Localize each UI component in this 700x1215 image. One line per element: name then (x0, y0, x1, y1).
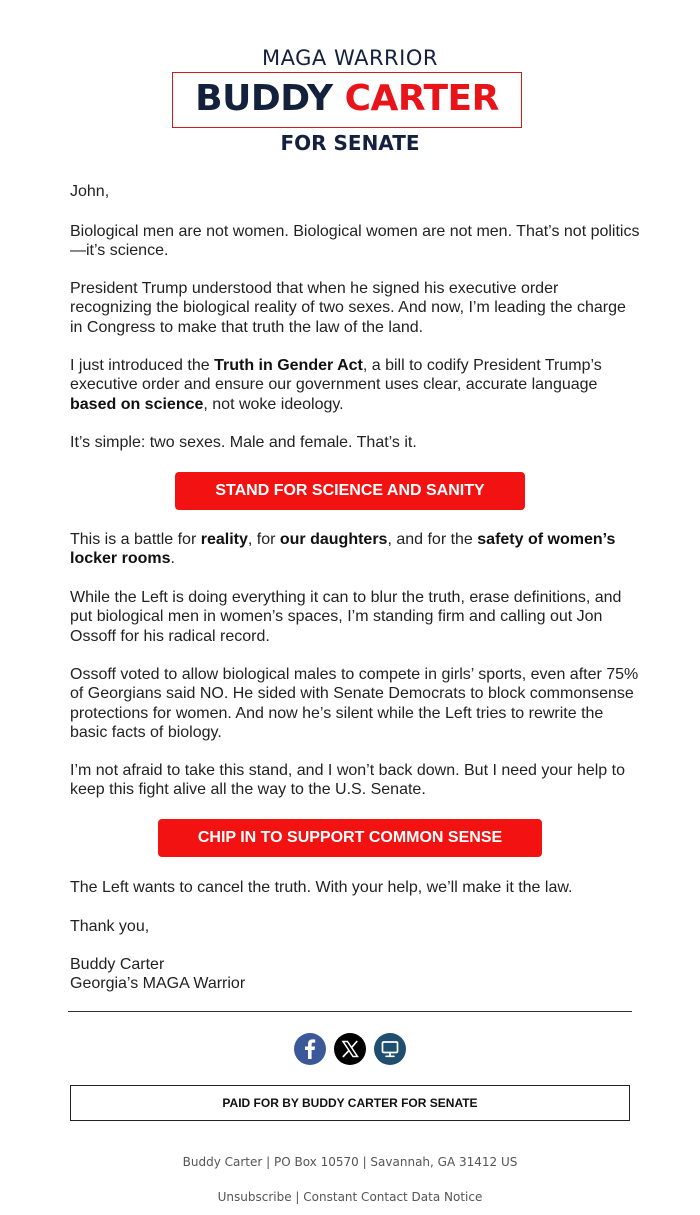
link-separator: | (295, 1190, 300, 1204)
logo-last-name: CARTER (344, 78, 499, 119)
paragraph-1: Biological men are not women. Biological women are not men. That’s not politics—it’s science. (70, 223, 640, 260)
x-icon[interactable] (334, 1033, 366, 1065)
paragraph-6: While the Left is doing everything it can to blur the truth, erase definitions, and put biological men in women’s spaces, I’m standing firm and calling out Jon Ossoff for his radical record. (70, 589, 622, 645)
paragraph-4: It’s simple: two sexes. Male and female. That’s it. (70, 434, 417, 451)
logo-first-name: BUDDY (195, 78, 333, 119)
signature (70, 955, 640, 994)
paragraph-2: President Trump understood that when he signed his executive order recognizing the biological reality of two sexes. And now, I’m leading the charge in Congress to make that truth the law of the land. (70, 280, 626, 336)
mailing-address: Buddy Carter | PO Box 10570 | Savannah, GA 31412 US (182, 1155, 518, 1169)
chip-in-button[interactable]: CHIP IN TO SUPPORT COMMON SENSE (158, 819, 542, 857)
signature-title: Georgia’s MAGA Warrior (70, 975, 246, 993)
website-icon[interactable] (374, 1033, 406, 1065)
paragraph-3: I just introduced the Truth in Gender Act, a bill to codify President Trump’s executive order and ensure our government uses clear, accurate language based on science, not woke ideology. (70, 357, 602, 413)
closing: Thank you, (70, 918, 150, 935)
logo-tagline: MAGA WARRIOR (262, 46, 438, 70)
data-notice-link[interactable]: Constant Contact Data Notice (303, 1190, 483, 1204)
greeting: John, (70, 183, 110, 200)
paragraph-9: The Left wants to cancel the truth. With your help, we’ll make it the law. (70, 879, 573, 896)
unsubscribe-link[interactable]: Unsubscribe (217, 1190, 292, 1204)
footer-divider (68, 1011, 632, 1012)
stand-for-science-button[interactable]: STAND FOR SCIENCE AND SANITY (175, 472, 525, 510)
paragraph-8: I’m not afraid to take this stand, and I won’t back down. But I need your help to keep this fight alive all the way to the U.S. Senate. (70, 762, 625, 799)
logo-name-box (172, 72, 522, 128)
paragraph-5: This is a battle for reality, for our daughters, and for the safety of women’s locker rooms. (70, 531, 616, 568)
logo-subtitle: FOR SENATE (280, 131, 420, 155)
footer-links (0, 1190, 700, 1204)
paid-for-disclaimer: PAID FOR BY BUDDY CARTER FOR SENATE (70, 1085, 630, 1121)
social-links (0, 1033, 700, 1065)
paragraph-7: Ossoff voted to allow biological males to compete in girls’ sports, even after 75% of Georgians said NO. He sided with Senate Democrats to block commonsense protections for women. And now he’s silent while the Left tries to rewrite the basic facts of biology. (70, 666, 639, 741)
facebook-icon[interactable] (294, 1033, 326, 1065)
signature-name: Buddy Carter (70, 956, 165, 973)
